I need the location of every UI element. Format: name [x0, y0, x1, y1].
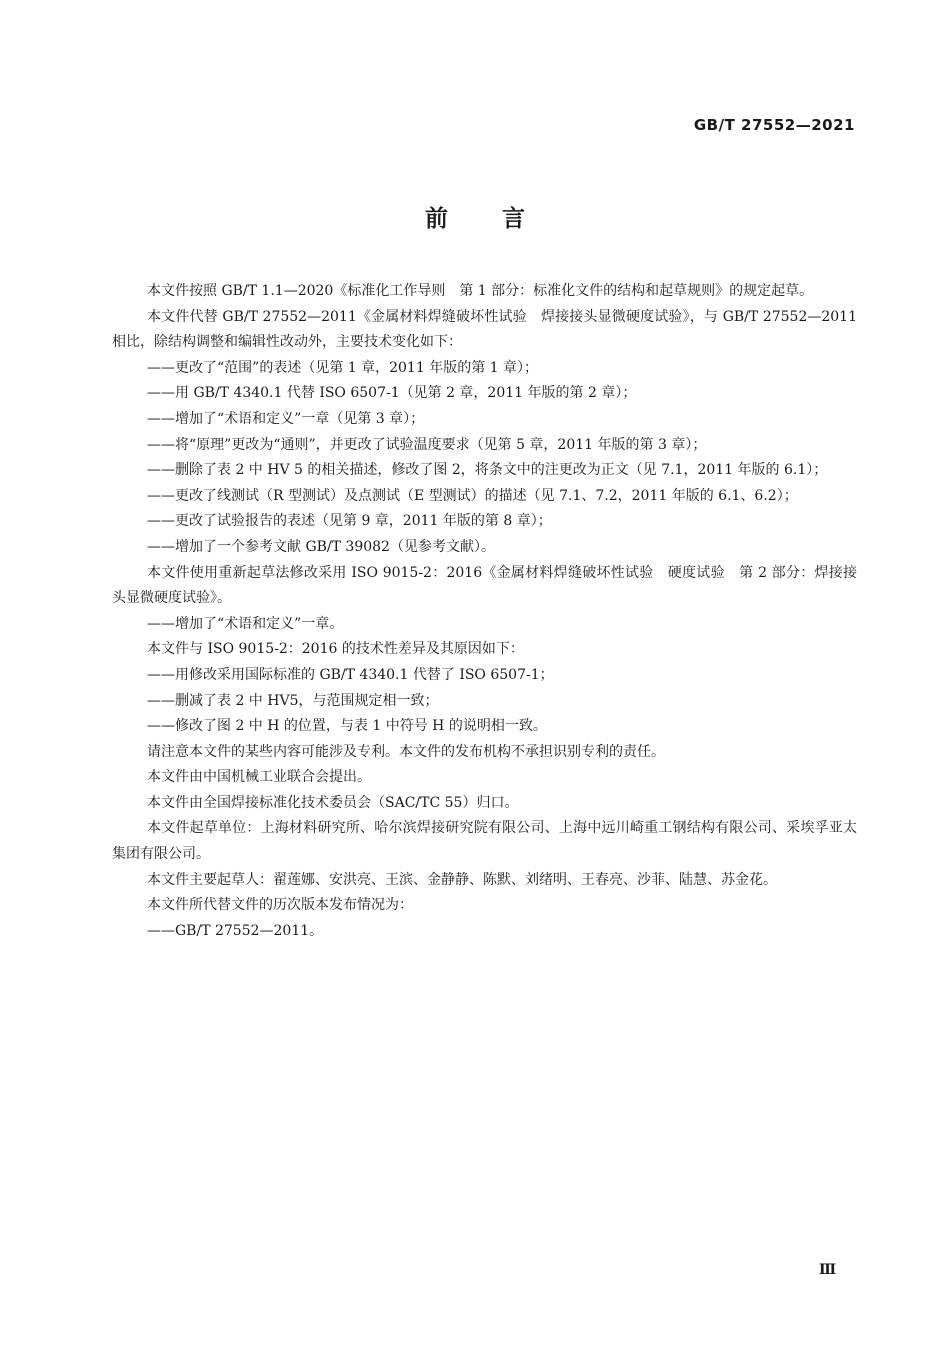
page-number: Ⅲ — [818, 1262, 836, 1278]
paragraph: 本文件主要起草人：翟莲娜、安洪亮、王滨、金静静、陈默、刘绪明、王春亮、沙菲、陆慧、苏金花。 — [147, 871, 777, 888]
standard-number: GB/T 27552—2021 — [693, 116, 855, 134]
list-item: ——将“原理”更改为“通则”，并更改了试验温度要求（见第 5 章，2011 年版的第 3 章）； — [147, 436, 707, 453]
list-item: ——修改了图 2 中 H 的位置，与表 1 中符号 H 的说明相一致。 — [147, 718, 547, 735]
list-item: ——增加了“术语和定义”一章（见第 3 章）； — [147, 410, 425, 427]
list-item: ——增加了“术语和定义”一章。 — [147, 615, 344, 632]
list-item: ——更改了“范围”的表述（见第 1 章，2011 年版的第 1 章）； — [147, 359, 539, 376]
paragraph: 本文件由中国机械工业联合会提出。 — [147, 769, 371, 786]
list-item: ——用 GB/T 4340.1 代替 ISO 6507-1（见第 2 章，2011 年版的第 2 章）； — [147, 385, 637, 402]
paragraph: 本文件由全国焊接标准化技术委员会（SAC/TC 55）归口。 — [147, 794, 519, 811]
page-title: 前言 — [425, 206, 579, 232]
list-item: ——删减了表 2 中 HV5，与范围规定相一致； — [147, 692, 439, 709]
paragraph: 本文件使用重新起草法修改采用 ISO 9015-2：2016《金属材料焊缝破坏性试验 硬度试验 第 2 部分：焊接接头显微硬度试验》。 — [112, 564, 857, 607]
list-item: ——删除了表 2 中 HV 5 的相关描述，修改了图 2，将条文中的注更改为正文（见 7.1，2011 年版的 6.1）； — [147, 462, 828, 479]
paragraph: 本文件代替 GB/T 27552—2011《金属材料焊缝破坏性试验 焊接接头显微硬度试验》，与 GB/T 27552—2011 相比，除结构调整和编辑性改动外，主要技术变化如下： — [112, 308, 857, 351]
paragraph: 请注意本文件的某些内容可能涉及专利。本文件的发布机构不承担识别专利的责任。 — [147, 743, 665, 760]
list-item: ——更改了试验报告的表述（见第 9 章，2011 年版的第 8 章）； — [147, 513, 552, 530]
list-item: ——GB/T 27552—2011。 — [147, 922, 324, 939]
paragraph: 本文件起草单位：上海材料研究所、哈尔滨焊接研究院有限公司、上海中远川崎重工钢结构有限公司、采埃孚亚太集团有限公司。 — [112, 820, 857, 863]
list-item: ——用修改采用国际标准的 GB/T 4340.1 代替了 ISO 6507-1； — [147, 666, 554, 683]
paragraph: 本文件与 ISO 9015-2：2016 的技术性差异及其原因如下： — [147, 641, 524, 658]
document-body — [112, 279, 857, 944]
paragraph: 本文件所代替文件的历次版本发布情况为： — [147, 897, 413, 914]
list-item: ——更改了线测试（R 型测试）及点测试（E 型测试）的描述（见 7.1、7.2，2011 年版的 6.1、6.2）； — [147, 487, 798, 504]
paragraph: 本文件按照 GB/T 1.1—2020《标准化工作导则 第 1 部分：标准化文件的结构和起草规则》的规定起草。 — [147, 283, 814, 299]
list-item: ——增加了一个参考文献 GB/T 39082（见参考文献）。 — [147, 538, 495, 555]
